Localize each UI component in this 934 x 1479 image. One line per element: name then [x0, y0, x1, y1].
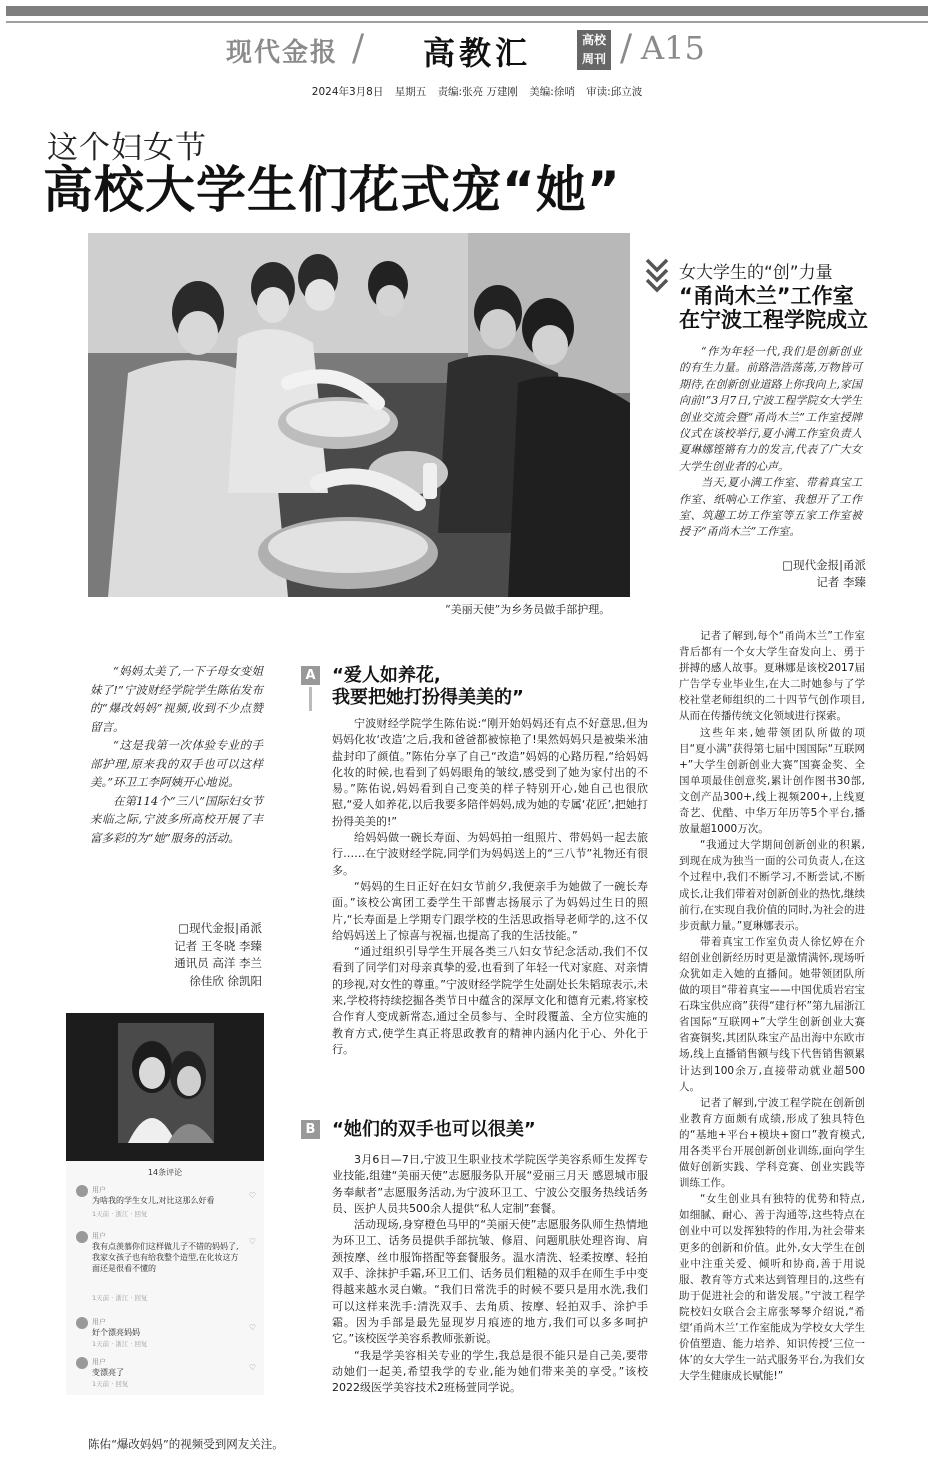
phone-caption: 陈佑“爆改妈妈”的视频受到网友关注。: [88, 1437, 284, 1451]
main-photo: [88, 233, 630, 597]
chevron-down-icon: [645, 258, 669, 294]
section-b-title: “她们的双手也可以很美”: [332, 1119, 536, 1140]
top-rule-line: [6, 21, 928, 23]
comment-item[interactable]: [76, 1357, 256, 1391]
badge-line-2: 周刊: [581, 52, 606, 66]
masthead: [0, 26, 934, 82]
credit-line: □现代金报|甬派: [178, 921, 262, 935]
main-photo-image: [88, 233, 630, 597]
phone-screenshot: [66, 1013, 264, 1395]
lede-paragraph: 在第114个“三八”国际妇女节来临之际,宁波多所高校开展了丰富多彩的为“她”服务的活动。: [90, 793, 263, 845]
avatar: [76, 1317, 88, 1329]
section-name: 高教汇: [423, 34, 532, 72]
comment-text: 为啥我的学生女儿,对比这那么好看: [92, 1196, 215, 1205]
sidebar-body-paragraph: 记者了解到,宁波工程学院在创新创业教育方面颇有成绩,形成了独具特色的“基地+平台+模块+窗口”教育模式,用各类平台开展创新创业训练,面向学生做好创新实践、学科竞赛、创业实践等训练工作。: [679, 1096, 865, 1190]
video-thumbnail: [118, 1023, 214, 1143]
comment-author: 用户: [92, 1186, 106, 1194]
section-b-body: [332, 1152, 648, 1396]
comment-sheet-title: 14条评论: [147, 1168, 183, 1177]
page-number: A15: [641, 29, 705, 67]
article-lede: [90, 662, 263, 847]
comment-item[interactable]: [76, 1231, 256, 1311]
top-rule-bar: [6, 6, 928, 16]
sidebar-title-line-1: “甬尚木兰”工作室: [679, 284, 854, 308]
paper-name: 现代金报: [226, 38, 339, 68]
sidebar-credit-line: 记者 李臻: [816, 575, 866, 589]
lede-paragraph: “这是我第一次体验专业的手部护理,原来我的双手也可以这样美。”环卫工李阿姨开心地说。: [90, 738, 263, 789]
comment-author: 用户: [92, 1358, 106, 1366]
credit-line: 徐佳欣 徐凯阳: [189, 973, 262, 988]
sidebar-intro: [679, 344, 862, 541]
section-a-paragraph: 宁波财经学院学生陈佑说:“刚开始妈妈还有点不好意思,但为妈妈化妆‘改造’之后,我和爸爸都被惊艳了!果然妈妈只是被柴米油盐封印了颜值。”陈佑分享了自己“改造”妈妈的心路历程,“给妈妈化妆的时候,也看到了妈妈眼角的皱纹,感受到了她为家付出的不易。”陈佑说,妈妈看到自己变美的样子特别开心,她自己也很欣慰,“爱人如养花,以后我要多陪伴妈妈,成为她的专属‘花匠’,把她打扮得美美的!”: [332, 717, 648, 828]
date: 2024年3月8日: [311, 86, 384, 98]
section-a-title-line-1: “爱人如养花,: [332, 665, 441, 686]
badge-line-1: 高校: [581, 33, 606, 47]
sidebar-body-paragraph: 这些年来,她带领团队所做的项目“夏小满”获得第七届中国国际“互联网+”大学生创新创业大赛”国赛金奖、全国单项最佳创意奖,累计创作图书30部,文创产品300+,线上视频200+,上线夏奇艺、优酷、中华万年历等5个平台,播放量超1000万次。: [679, 726, 865, 836]
sidebar-body-paragraph: “女生创业具有独特的优势和特点,如细腻、耐心、善于沟通等,这些特点在创业中可以发挥独特的作用,为社会带来更多的创新和价值。此外,女大学生在创业中注重关爱、倾听和协商,善于用说服、教育等方式来达到管理目的,这些有助于促进社会的和谐发展。”宁波工程学院校妇女联合会主席张琴琴介绍说,“希望‘甬尚木兰’工作室能成为学校女大学生价值塑造、能力培养、知识传授‘三位一体’的女大学生一站式服务平台,为我们女大学生健康成长赋能!”: [679, 1193, 865, 1383]
lede-paragraph: “妈妈太美了,一下子母女变姐妹了!”宁波财经学院学生陈佑发布的“爆改妈妈”视频,收到不少点赞留言。: [90, 664, 263, 734]
sidebar-title-line-2: 在宁波工程学院成立: [679, 308, 868, 332]
article-kicker: 这个妇女节: [47, 130, 207, 166]
heart-icon[interactable]: ♡: [248, 1237, 256, 1246]
sidebar-body-paragraph: 带着真宝工作室负责人徐忆婷在介绍创业创新经历时更是激情满怀,现场听众犹如走入她的直播间。她带领团队所做的项目“带着真宝——中国优质岩宕宝石珠宝供应商”获得“建行杯”第九届浙江省国际“互联网+”大学生创新创业大赛省赛铜奖,其团队珠宝产品出海中东欧市场,线上直播销售额与线下代售销售额累计达到100余万,直接带动就业超500人。: [679, 935, 865, 1093]
weekday: 星期五: [394, 86, 427, 98]
section-b-paragraph: 活动现场,身穿橙色马甲的“美丽天使”志愿服务队师生热情地为环卫工、话务员提供手部抗皱、修眉、问题肌肤处理咨询、肩颈按摩、丝巾服饰搭配等套餐服务。温水清洗、轻柔按摩、轻拍双手、涂抹护手霜,环卫工们、话务员们粗糙的双手在师生手中变得越来越水灵白嫩。“我们日常洗手的时候不要只是用水洗,我们可以这样来洗手:清洗双手、去角质、按摩、轻拍双手、涂护手霜。因为手部是最先显现岁月痕迹的地方,我们可以多多呵护它。”该校医学美容系教师张新说。: [332, 1218, 648, 1346]
comment-author: 用户: [92, 1318, 106, 1326]
section-b-paragraph: 3月6日—7日,宁波卫生职业技术学院医学美容系师生发挥专业技能,组建“美丽天使”志愿服务队开展“爱丽三月天 感恩城市服务奉献者”志愿服务活动,为宁波环卫工、宁波公交服务热线话务员、医护人员共500余人提供“私人定制”套餐。: [332, 1153, 648, 1215]
comment-text: 好个漂亮妈妈: [92, 1328, 140, 1337]
article-headline: 高校大学生们花式宠“她”: [43, 161, 621, 219]
video-frame-image: [118, 1023, 214, 1143]
sidebar-credit-line: □现代金报|甬派: [782, 558, 866, 572]
sidebar-intro-paragraph: 当天,夏小满工作室、带着真宝工作室、纸响心工作室、我想开了工作室、筑趣工坊工作室等五家工作室被授予“甬尚木兰”工作室。: [679, 476, 862, 539]
masthead-slash: /: [352, 28, 365, 69]
credit-line: 记者 王冬晓 李臻: [174, 938, 262, 953]
section-a-paragraph: 给妈妈做一碗长寿面、为妈妈拍一组照片、带妈妈一起去旅行……在宁波财经学院,同学们为妈妈送上的“三八节”礼物还有很多。: [332, 831, 648, 877]
comment-item[interactable]: [76, 1317, 256, 1351]
section-a-title-line-2: 我要把她打扮得美美的”: [332, 687, 524, 708]
avatar: [76, 1357, 88, 1369]
dateline: [0, 84, 934, 99]
heart-icon[interactable]: ♡: [248, 1323, 256, 1332]
comment-meta: 1天前 · 浙江 · 回复: [92, 1294, 148, 1302]
main-photo-caption: “美丽天使”为乡务员做手部护理。: [445, 603, 611, 616]
article-credit: [150, 920, 262, 990]
avatar: [76, 1231, 88, 1243]
heart-icon[interactable]: ♡: [248, 1363, 256, 1372]
section-b-paragraph: “我是学美容相关专业的学生,我总是很不能只是自己美,要带动她们一起美,希望我学的专业,能为她们带来美的享受。”该校2022级医学美容技术2班杨萱同学说。: [332, 1348, 648, 1395]
comment-text: 变漂亮了: [92, 1368, 124, 1377]
comment-author: 用户: [92, 1232, 106, 1240]
sidebar-intro-paragraph: “作为年轻一代,我们是创新创业的有生力量。前路浩浩荡荡,万物皆可期待,在创新创业道路上你我向上,家国向前!”3月7日,宁波工程学院女大学生创业交流会暨“甬尚木兰”工作室授牌仪式在该校举行,夏小满工作室负责人夏琳娜铿锵有力的发言,代表了广大女大学生创业者的心声。: [679, 345, 862, 473]
section-b-tag: B: [301, 1120, 320, 1139]
reviewer: 审读:邱立波: [586, 86, 643, 98]
comment-sheet: [66, 1161, 264, 1395]
credit-line: 通讯员 高洋 李兰: [174, 956, 262, 970]
weekly-badge: [577, 30, 611, 70]
sidebar-body-paragraph: 记者了解到,每个“甬尚木兰”工作室背后都有一个女大学生奋发向上、勇于拼搏的感人故事。夏琳娜是该校2017届广告学专业毕业生,在大二时她参与了学校社堂老师组织的二十四节气创作项目,从而在传播传统文化领域进行探索。: [679, 630, 865, 723]
sidebar-body: [679, 628, 865, 1384]
section-a-tag: A: [301, 666, 320, 685]
comment-meta: 1天前 · 回复: [92, 1380, 129, 1388]
comment-meta: 1天前 · 浙江 · 回复: [92, 1210, 148, 1218]
design-editor: 美编:徐哨: [529, 86, 575, 98]
sidebar-kicker: 女大学生的“创”力量: [679, 263, 833, 283]
section-a-paragraph: “妈妈的生日正好在妇女节前夕,我便亲手为她做了一碗长寿面。”该校公寓团工委学生干部曹志扬展示了为妈妈过生日的照片,“长寿面是上学期专门跟学校的生活思政指导老师学的,这不仅给妈妈送上了惊喜与祝福,也提高了我的生活技能。”: [332, 879, 648, 942]
comment-meta: 1天前 · 浙江 · 回复: [92, 1340, 148, 1348]
comment-item[interactable]: [76, 1185, 256, 1225]
heart-icon[interactable]: ♡: [248, 1191, 256, 1200]
section-a-rule: [309, 687, 312, 711]
section-a-body: [332, 716, 648, 1058]
editors: 责编:张亮 万建刚: [437, 86, 518, 98]
sidebar-body-paragraph: “我通过大学期间创新创业的积累,到现在成为独当一面的公司负责人,在这个过程中,我们不断学习,不断尝试,不断成长,让我们带着对创新创业的热忱,继续前行,在实现自我价值的同时,为社会的进步贡献力量。”夏琳娜表示。: [679, 839, 865, 932]
section-a-paragraph: “通过组织引导学生开展各类三八妇女节纪念活动,我们不仅看到了同学们对母亲真挚的爱,也看到了年轻一代对家庭、对亲情的珍视,对女性的尊重。”宁波财经学院学生处副处长朱韬琼表示,未来,学校将持续挖掘各类节日中蕴含的深厚文化和德育元素,将家校合作育人变成新常态,通过全员参与、全时段覆盖、全方位实施的教育方式,使学生真正将思政教育的精神内涵内化于心、外化于行。: [332, 945, 648, 1056]
comment-text: 我有点羡慕你们这样做儿子不错的妈妈了,我家女孩子也有给我整个造型,在化妆这方面还是很看不懂的: [92, 1242, 239, 1273]
masthead-slash: /: [620, 28, 633, 69]
sidebar-credit: [770, 557, 866, 591]
avatar: [76, 1185, 88, 1197]
